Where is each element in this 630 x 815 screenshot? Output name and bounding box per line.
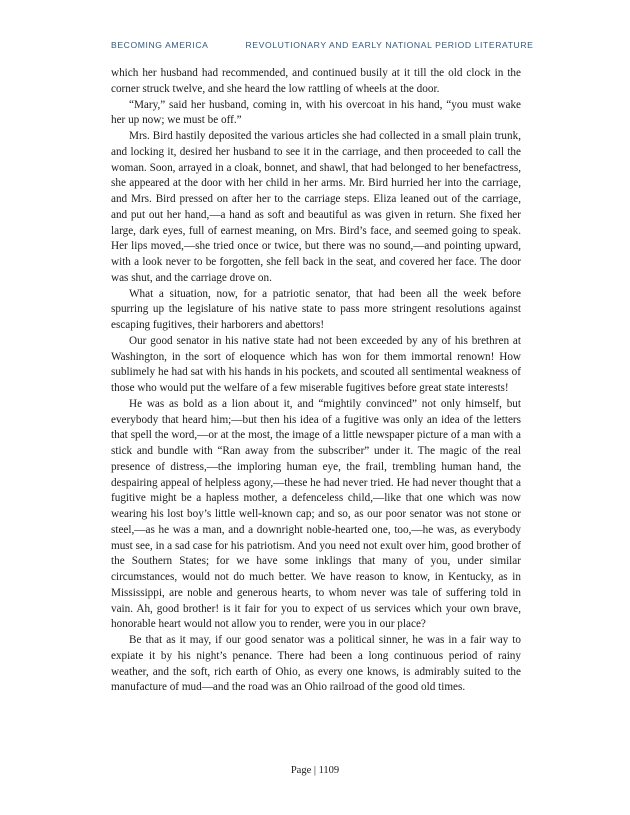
paragraph: Mrs. Bird hastily deposited the various articles she had collected in a small plain trunk, and locking it, desired her husband to see it in the carriage, and then proceeded to call the woman. Soon, arrayed in a cloak, bonnet, and shawl, that had belonged to her benefactress, she appeared at the door with her child in her arms. Mr. Bird hurried her into the carriage, and Mrs. Bird pressed on after her to the carriage steps. Eliza leaned out of the carriage, and put out her hand,—a hand as soft and beautiful as was given in return. She fixed her large, dark eyes, full of earnest meaning, on Mrs. Bird’s face, and seemed going to speak. Her lips moved,—she tried once or twice, but there was no sound,—and pointing upward, with a look never to be forgotten, she fell back in the seat, and covered her face. The door was shut, and the carriage drove on. [111, 130, 521, 284]
paragraph: He was as bold as a lion about it, and “mightily convinced” not only himself, but everybody that heard him;—but then his idea of a fugitive was only an idea of the letters that spell the word,—or at the most, the image of a little newspaper picture of a man with a stick and bundle with “Ran away from the subscriber” under it. The magic of the real presence of distress,—the imploring human eye, the frail, trembling human hand, the despairing appeal of helpless agony,—these he had never tried. He had never thought that a fugitive might be a hapless mother, a defenceless child,—like that one which was now wearing his lost boy’s little well-known cap; and so, as our poor senator was not stone or steel,—as he was a man, and a downright noble-hearted one, too,—he was, as everybody must see, in a sad case for his patriotism. And you need not exult over him, good brother of the Southern States; for we have some inklings that many of you, under similar circumstances, would not do much better. We have reason to know, in Kentucky, as in Mississippi, are noble and generous hearts, to whom never was tale of suffering told in vain. Ah, good brother! is it fair for you to expect of us services which your own brave, honorable heart would not allow you to render, were you in our place? [111, 397, 521, 631]
header-book-title: BECOMING AMERICA [111, 40, 209, 50]
page-number: Page | 1109 [290, 765, 340, 776]
paragraph: which her husband had recommended, and continued busily at it till the old clock in the corner struck twelve, and she heard the low rattling of wheels at the door. [111, 67, 521, 95]
header-section-title: REVOLUTIONARY AND EARLY NATIONAL PERIOD LITERATURE [245, 40, 534, 50]
paragraph: What a situation, now, for a patriotic senator, that had been all the week before spurring up the legislature of his native state to pass more stringent resolutions against escaping fugitives, their harborers and abettors! [111, 287, 521, 331]
page-body [111, 66, 521, 696]
paragraph: “Mary,” said her husband, coming in, with his overcoat in his hand, “you must wake her up now; we must be off.” [111, 98, 521, 127]
paragraph: Be that as it may, if our good senator was a political sinner, he was in a fair way to expiate it by his night’s penance. There had been a long continuous period of rainy weather, and the soft, rich earth of Ohio, as every one knows, is admirably suited to the manufacture of mud—and the road was an Ohio railroad of the good old times. [111, 634, 521, 694]
paragraph: Our good senator in his native state had not been exceeded by any of his brethren at Washington, in the sort of eloquence which has won for them immortal renown! How sublimely he had sat with his hands in his pockets, and scouted all sentimental weakness of those who would put the welfare of a few miserable fugitives before great state interests! [111, 334, 521, 394]
running-header [111, 40, 534, 50]
